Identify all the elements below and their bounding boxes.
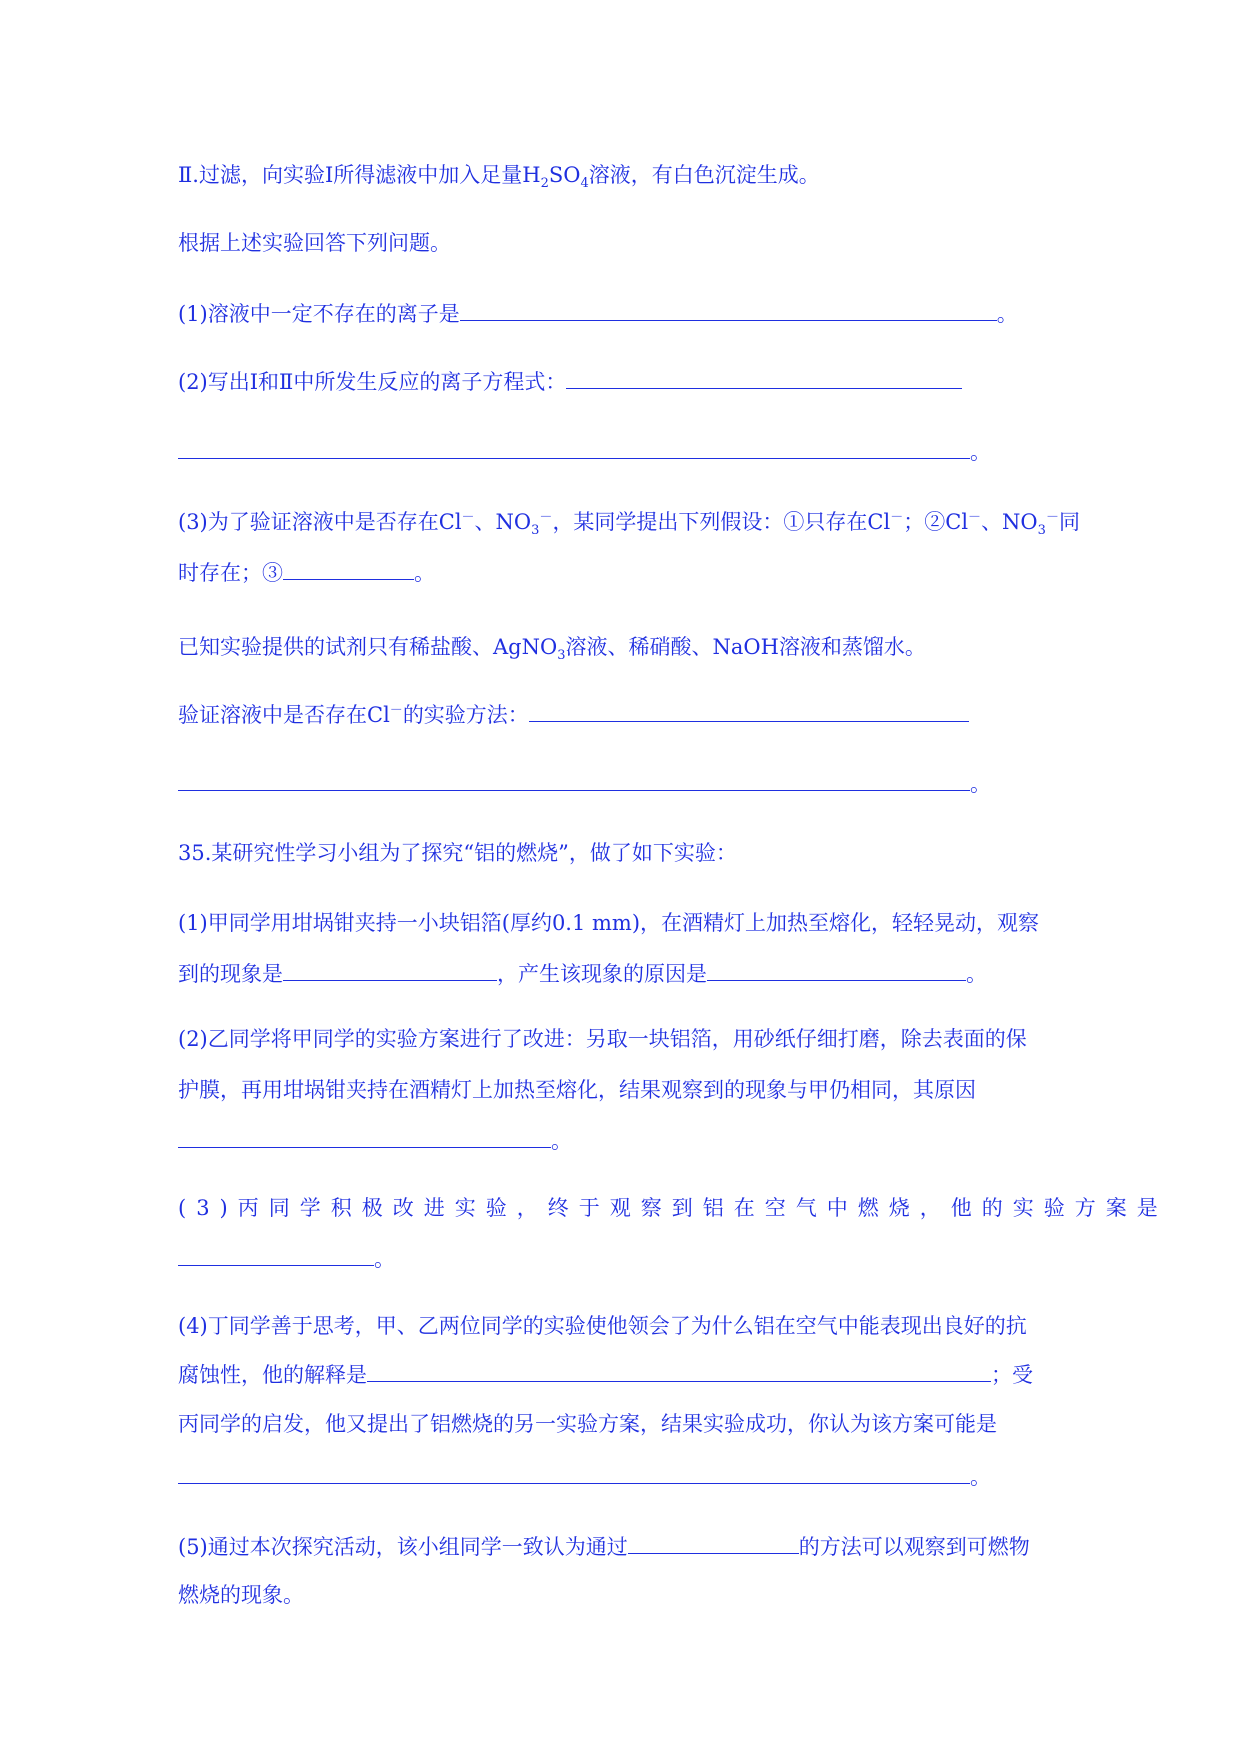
text: 。: [374, 1247, 395, 1271]
text: ；②Cl: [903, 510, 969, 534]
q35-part4-cont: [178, 1359, 1068, 1390]
text: Ⅱ.过滤，向实验Ⅰ所得滤液中加入足量: [178, 163, 523, 187]
answer-blank[interactable]: [178, 1461, 970, 1484]
answer-blank[interactable]: [460, 298, 997, 321]
text: (2)写出Ⅰ和Ⅱ中所发生反应的离子方程式：: [178, 370, 567, 394]
text: 到的现象是: [178, 962, 283, 986]
verify-method-cont: [178, 768, 1068, 799]
text: (3)丙同学积极改进实验，终于观察到铝在空气中燃烧，他的实验方案是: [178, 1196, 1168, 1220]
formula: SO: [548, 163, 581, 187]
text: 同: [1058, 510, 1080, 534]
question-3-cont: [178, 557, 1068, 588]
question-3: [178, 507, 1080, 539]
reagents-note: [178, 632, 1068, 662]
q35-part4: [178, 1311, 1068, 1341]
answer-blank[interactable]: [529, 699, 969, 722]
text: 时存在；③: [178, 561, 283, 585]
text: ；受: [991, 1363, 1033, 1387]
text: (5)通过本次探究活动，该小组同学一致认为通过: [178, 1535, 628, 1559]
text: 溶液、稀硝酸、NaOH溶液和蒸馏水。: [565, 635, 926, 659]
q35-part3-cont: [178, 1243, 1068, 1274]
text: 腐蚀性，他的解释是: [178, 1363, 367, 1387]
answer-blank[interactable]: [178, 1243, 374, 1266]
text: 护膜，再用坩埚钳夹持在酒精灯上加热至熔化，结果观察到的现象与甲仍相同，其原因: [178, 1078, 976, 1102]
text: (4)丁同学善于思考，甲、乙两位同学的实验使他领会了为什么铝在空气中能表现出良好的抗: [178, 1314, 1027, 1338]
question-1: [178, 298, 1068, 329]
subscript: 4: [580, 176, 589, 192]
formula: H: [522, 163, 541, 187]
question-35-title: [178, 838, 1068, 868]
answer-blank[interactable]: [178, 1125, 551, 1148]
question-2-cont: [178, 436, 1068, 467]
answer-blank[interactable]: [178, 436, 970, 459]
text: 。: [970, 772, 991, 796]
subscript: 3: [1037, 523, 1046, 539]
text: 丙同学的启发，他又提出了铝燃烧的另一实验方案，结果实验成功，你认为该方案可能是: [178, 1412, 997, 1436]
text: 。: [970, 440, 991, 464]
answer-blank[interactable]: [628, 1531, 799, 1554]
text: (1)甲同学用坩埚钳夹持一小块铝箔(厚约0.1 mm)，在酒精灯上加热至熔化，轻轻晃动，观察: [178, 911, 1040, 935]
text: 验证溶液中是否存在Cl: [178, 703, 390, 727]
subscript: 3: [557, 648, 566, 664]
superscript: －: [890, 510, 904, 525]
text: 根据上述实验回答下列问题。: [178, 231, 451, 255]
q35-part2-cont: [178, 1075, 1068, 1105]
text: (2)乙同学将甲同学的实验方案进行了改进：另取一块铝箔，用砂纸仔细打磨，除去表面的保: [178, 1027, 1027, 1051]
answer-blank[interactable]: [367, 1359, 991, 1382]
answer-blank[interactable]: [178, 768, 970, 791]
answer-blank[interactable]: [566, 366, 962, 389]
q35-part2: [178, 1024, 1068, 1054]
superscript: －: [389, 703, 403, 718]
q35-part4-cont3: [178, 1461, 1068, 1492]
text: (3)为了验证溶液中是否存在Cl: [178, 510, 462, 534]
text: 已知实验提供的试剂只有稀盐酸、AgNO: [178, 635, 558, 659]
q35-part1: [178, 908, 1068, 938]
text: 的实验方法：: [402, 703, 529, 727]
q35-part5-cont: [178, 1580, 1068, 1610]
text: ，某同学提出下列假设：①只存在Cl: [552, 510, 891, 534]
answer-blank[interactable]: [283, 958, 497, 981]
q35-part2-cont2: [178, 1125, 1068, 1156]
superscript: －: [539, 510, 553, 525]
subscript: 3: [531, 523, 540, 539]
text: 的方法可以观察到可燃物: [798, 1535, 1030, 1559]
verify-method: [178, 699, 1068, 730]
answer-blank[interactable]: [707, 958, 966, 981]
question-2: [178, 366, 1068, 397]
instruction: [178, 228, 1068, 258]
text: 。: [551, 1129, 572, 1153]
text: ，产生该现象的原因是: [497, 962, 707, 986]
q35-part4-cont2: [178, 1409, 1068, 1439]
text: 。: [970, 1465, 991, 1489]
q35-part5: [178, 1531, 1068, 1562]
text: 。: [996, 302, 1018, 326]
subscript: 2: [540, 176, 549, 192]
text: 、NO: [474, 510, 532, 534]
text: (1)溶液中一定不存在的离子是: [178, 302, 460, 326]
text: 。: [966, 962, 987, 986]
superscript: －: [968, 510, 982, 525]
q35-part3: [178, 1193, 1168, 1223]
text: 燃烧的现象。: [178, 1583, 304, 1607]
text: 、NO: [981, 510, 1038, 534]
text: 。: [414, 561, 435, 585]
part2-step: [178, 160, 1068, 190]
answer-blank[interactable]: [283, 557, 414, 580]
text: 35.某研究性学习小组为了探究“铝的燃烧”，做了如下实验：: [178, 841, 737, 865]
superscript: －: [1045, 510, 1059, 525]
q35-part1-cont: [178, 958, 1068, 989]
text: 溶液，有白色沉淀生成。: [588, 163, 820, 187]
superscript: －: [461, 510, 475, 525]
